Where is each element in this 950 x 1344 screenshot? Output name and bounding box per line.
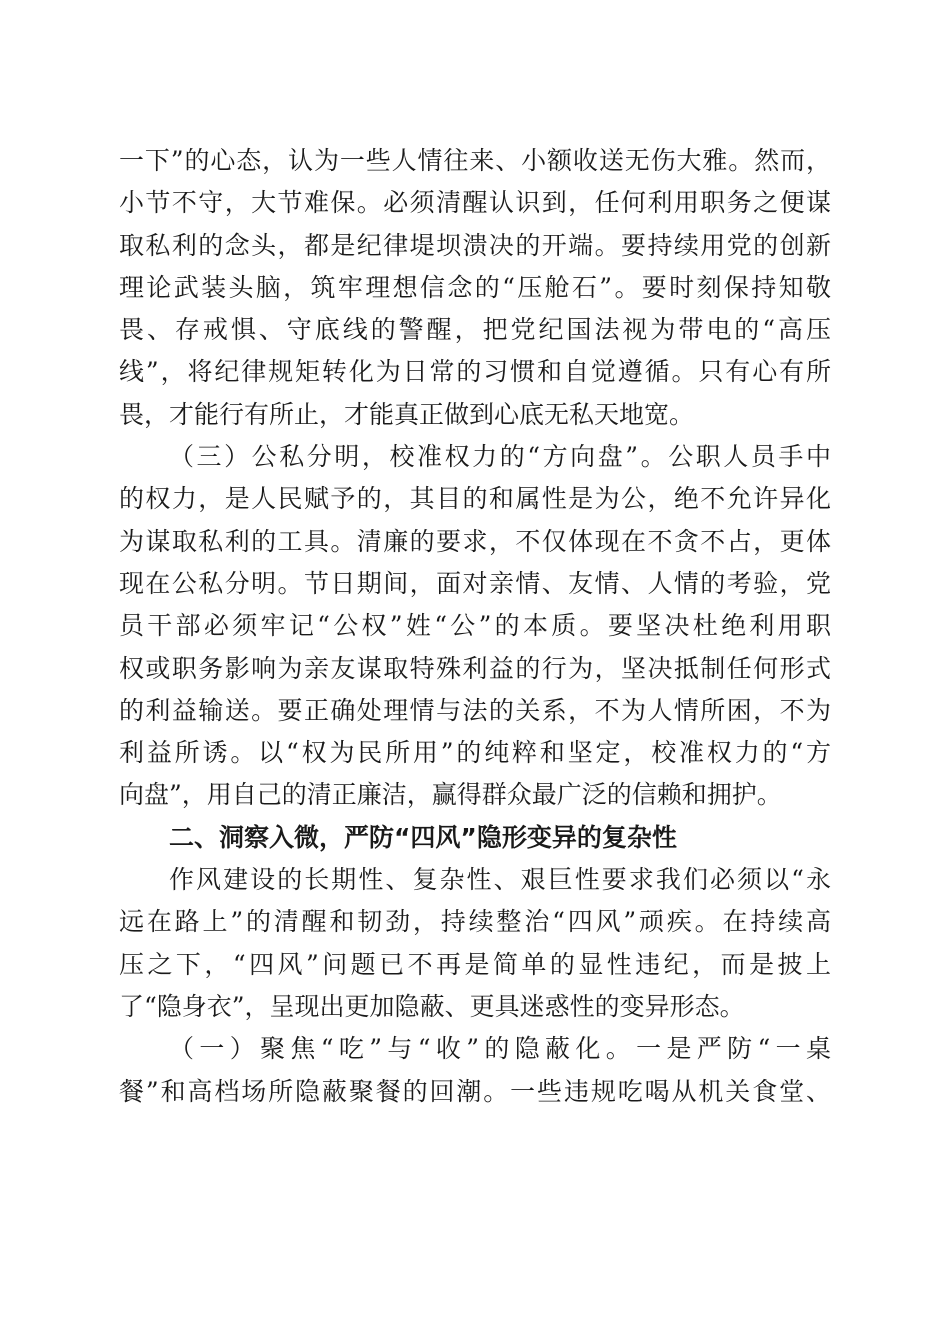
paragraph-line: 压之下，“四风”问题已不再是简单的显性违纪，而是披上 <box>119 949 831 979</box>
section-heading: 二、洞察入微，严防“四风”隐形变异的复杂性 <box>169 822 677 852</box>
paragraph-line: 的权力，是人民赋予的，其目的和属性是为公，绝不允许异化 <box>119 484 831 514</box>
paragraph-line: 了“隐身衣”，呈现出更加隐蔽、更具迷惑性的变异形态。 <box>119 991 745 1021</box>
paragraph-line: 小节不守，大节难保。必须清醒认识到，任何利用职务之便谋 <box>119 188 831 218</box>
body-text <box>119 140 831 1113</box>
subsection-heading-line: （三）公私分明，校准权力的“方向盘”。公职人员手中 <box>169 442 831 472</box>
paragraph-line: 现在公私分明。节日期间，面对亲情、友情、人情的考验，党 <box>119 568 831 598</box>
paragraph-line: 向盘”，用自己的清正廉洁，赢得群众最广泛的信赖和拥护。 <box>119 780 782 810</box>
paragraph-line: 线”，将纪律规矩转化为日常的习惯和自觉遵循。只有心有所 <box>119 357 831 387</box>
paragraph-line: 一下”的心态，认为一些人情往来、小额收送无伤大雅。然而， <box>119 146 831 175</box>
paragraph-line: 利益所诱。以“权为民所用”的纯粹和坚定，校准权力的“方 <box>119 738 831 768</box>
paragraph-line: 作风建设的长期性、复杂性、艰巨性要求我们必须以“永 <box>169 865 831 895</box>
paragraph-line: 畏，才能行有所止，才能真正做到心底无私天地宽。 <box>119 399 695 429</box>
paragraph-line: 远在路上”的清醒和韧劲，持续整治“四风”顽疾。在持续高 <box>119 907 831 937</box>
paragraph-line: 权或职务影响为亲友谋取特殊利益的行为，坚决抵制任何形式 <box>119 653 831 683</box>
subsection-heading-line: （一）聚焦“吃”与“收”的隐蔽化。一是严防“一桌 <box>169 1034 831 1064</box>
paragraph-line: 取私利的念头，都是纪律堤坝溃决的开端。要持续用党的创新 <box>119 230 831 260</box>
paragraph-line: 为谋取私利的工具。清廉的要求，不仅体现在不贪不占，更体 <box>119 526 831 556</box>
paragraph-line: 员干部必须牢记“公权”姓“公”的本质。要坚决杜绝利用职 <box>119 611 831 641</box>
paragraph-line: 的利益输送。要正确处理情与法的关系，不为人情所困，不为 <box>119 695 831 725</box>
paragraph-line: 畏、存戒惧、守底线的警醒，把党纪国法视为带电的“高压 <box>119 315 831 345</box>
paragraph-line: 理论武装头脑，筑牢理想信念的“压舱石”。要时刻保持知敬 <box>119 272 831 302</box>
paragraph-line: 餐”和高档场所隐蔽聚餐的回潮。一些违规吃喝从机关食堂、 <box>119 1076 831 1106</box>
